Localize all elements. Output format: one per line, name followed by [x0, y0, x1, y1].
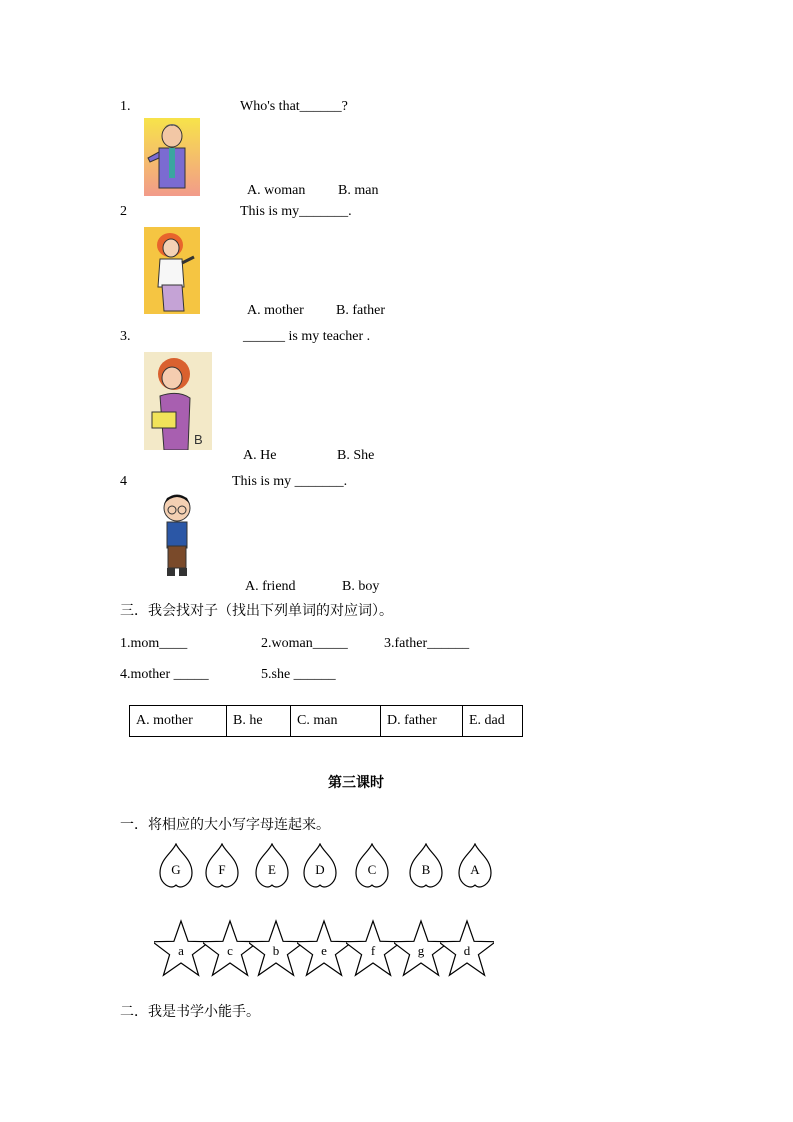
option-cell: E. dad [463, 706, 523, 737]
q4-option-b[interactable]: B. boy [342, 579, 380, 594]
man-illustration [144, 118, 200, 196]
star-shape[interactable] [154, 915, 208, 981]
pair-item[interactable]: 1.mom____ [120, 636, 188, 651]
heart-shape[interactable] [204, 843, 240, 889]
option-cell: C. man [291, 706, 381, 737]
uppercase-letter: G [171, 862, 181, 877]
star-shape[interactable] [346, 915, 400, 981]
uppercase-letter: E [268, 862, 276, 877]
star-shape[interactable] [297, 915, 351, 981]
q2-option-a[interactable]: A. mother [247, 303, 304, 318]
option-cell: A. mother [130, 706, 227, 737]
q2-sentence: This is my_______. [240, 204, 352, 219]
options-table [129, 705, 523, 737]
q3-sentence: ______ is my teacher . [243, 329, 371, 344]
q4-sentence: This is my _______. [232, 474, 348, 489]
q1-number: 1. [120, 99, 131, 114]
heart-shape[interactable] [457, 843, 493, 889]
lowercase-letter: c [227, 943, 233, 958]
q4-number: 4 [120, 474, 127, 489]
uppercase-letter: A [470, 862, 480, 877]
lowercase-letter: d [463, 943, 471, 958]
star-shape[interactable] [440, 915, 494, 981]
uppercase-letter: D [315, 862, 325, 877]
q1-option-a[interactable]: A. woman [247, 183, 306, 198]
lowercase-letter: a [178, 943, 184, 958]
boy-illustration [155, 492, 197, 582]
pair-item[interactable]: 3.father______ [384, 636, 470, 651]
uppercase-letter: B [421, 862, 431, 877]
q4-option-a[interactable]: A. friend [245, 579, 296, 594]
task1-title: 一．将相应的大小写字母连起来。 [120, 817, 330, 833]
heart-shape[interactable] [158, 843, 194, 889]
q3-number: 3. [120, 329, 131, 344]
q2-option-b[interactable]: B. father [336, 303, 385, 318]
heart-shape[interactable] [254, 843, 290, 889]
q3-option-b[interactable]: B. She [337, 448, 375, 463]
heart-shape[interactable] [302, 843, 338, 889]
woman-illustration [144, 227, 200, 314]
section3-title: 三．我会找对子（找出下列单词的对应词）。 [120, 603, 393, 619]
lowercase-letter: g [417, 943, 425, 958]
lesson-heading: 第三课时 [328, 775, 384, 791]
uppercase-letter: F [218, 862, 226, 877]
lowercase-letter: f [370, 943, 376, 958]
lowercase-letter: e [321, 943, 327, 958]
star-shape[interactable] [249, 915, 303, 981]
pair-item[interactable]: 2.woman_____ [261, 636, 348, 651]
q1-option-b[interactable]: B. man [338, 183, 379, 198]
lowercase-letter: b [272, 943, 280, 958]
heart-shape[interactable] [408, 843, 444, 889]
teacher-illustration [144, 352, 212, 450]
task2-title: 二．我是书学小能手。 [120, 1004, 260, 1020]
heart-shape[interactable] [354, 843, 390, 889]
q3-option-a[interactable]: A. He [243, 448, 277, 463]
q2-number: 2 [120, 204, 127, 219]
pair-item[interactable]: 4.mother _____ [120, 667, 209, 682]
q1-sentence: Who's that______? [240, 99, 348, 114]
picture-label: B [194, 432, 203, 447]
pair-item[interactable]: 5.she ______ [261, 667, 336, 682]
option-cell: D. father [381, 706, 463, 737]
uppercase-letter: C [367, 862, 377, 877]
option-cell: B. he [227, 706, 291, 737]
